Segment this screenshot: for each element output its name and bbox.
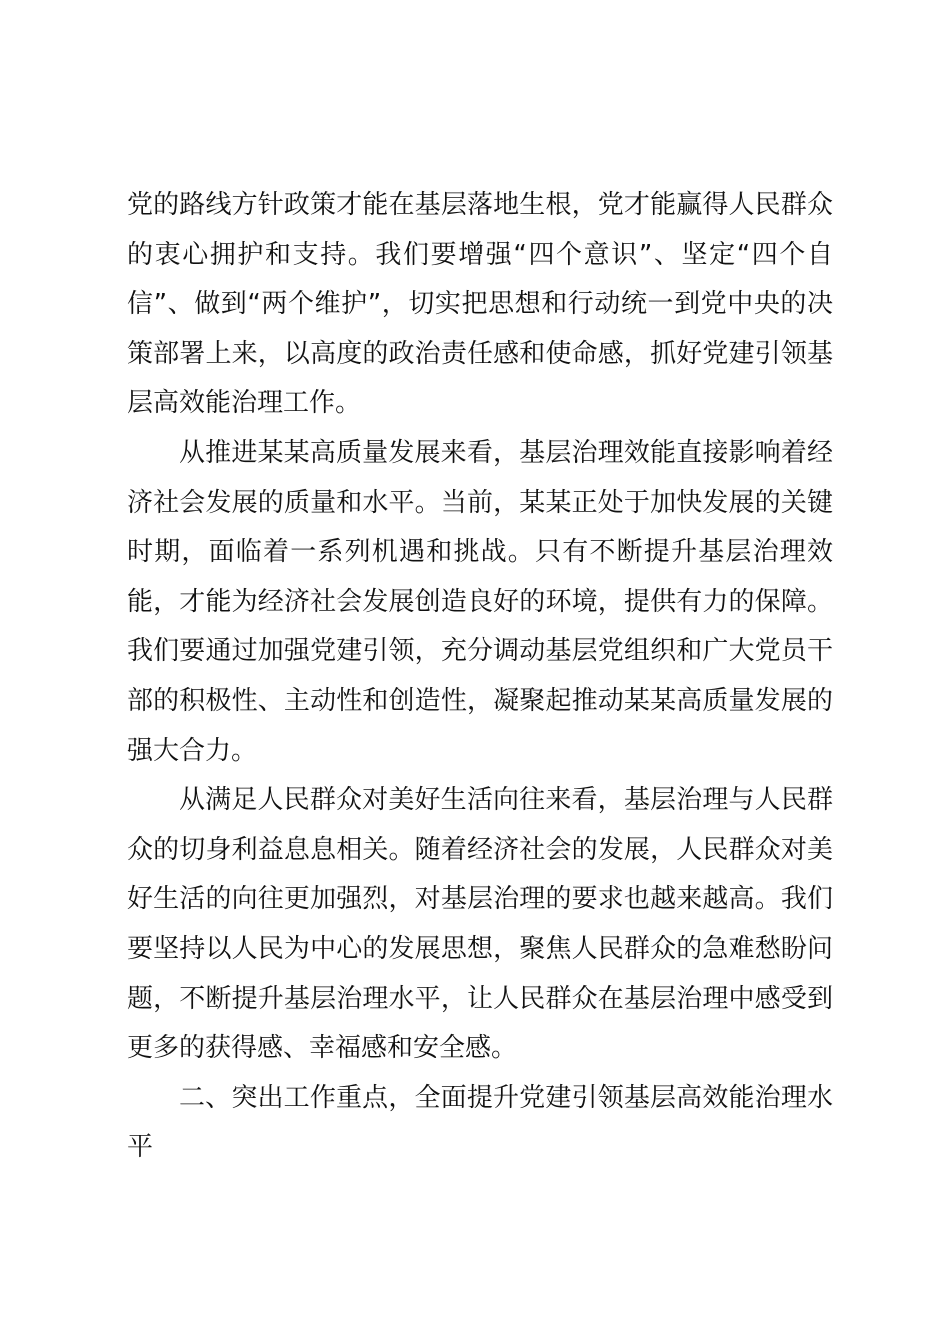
section-heading: 二、突出工作重点，全面提升党建引领基层高效能治理水平 <box>127 1082 833 1163</box>
paragraph-continuation: 党的路线方针政策才能在基层落地生根，党才能赢得人民群众的衷心拥护和支持。我们要增强“四个意识”、坚定“四个自信”、做到“两个维护”，切实把思想和行动统一到党中央的决策部署上来，以高度的政治责任感和使命感，抓好党建引领基层高效能治理工作。 <box>127 190 833 419</box>
document-body <box>127 181 833 1173</box>
paragraph-better-life: 从满足人民群众对美好生活向往来看，基层治理与人民群众的切身利益息息相关。随着经济社会的发展，人民群众对美好生活的向往更加强烈，对基层治理的要求也越来越高。我们要坚持以人民为中心的发展思想，聚焦人民群众的急难愁盼问题，不断提升基层治理水平，让人民群众在基层治理中感受到更多的获得感、幸福感和安全感。 <box>127 785 833 1064</box>
paragraph-high-quality-development: 从推进某某高质量发展来看，基层治理效能直接影响着经济社会发展的质量和水平。当前，某某正处于加快发展的关键时期，面临着一系列机遇和挑战。只有不断提升基层治理效能，才能为经济社会发展创造良好的环境，提供有力的保障。我们要通过加强党建引领，充分调动基层党组织和广大党员干部的积极性、主动性和创造性，凝聚起推动某某高质量发展的强大合力。 <box>127 437 833 766</box>
